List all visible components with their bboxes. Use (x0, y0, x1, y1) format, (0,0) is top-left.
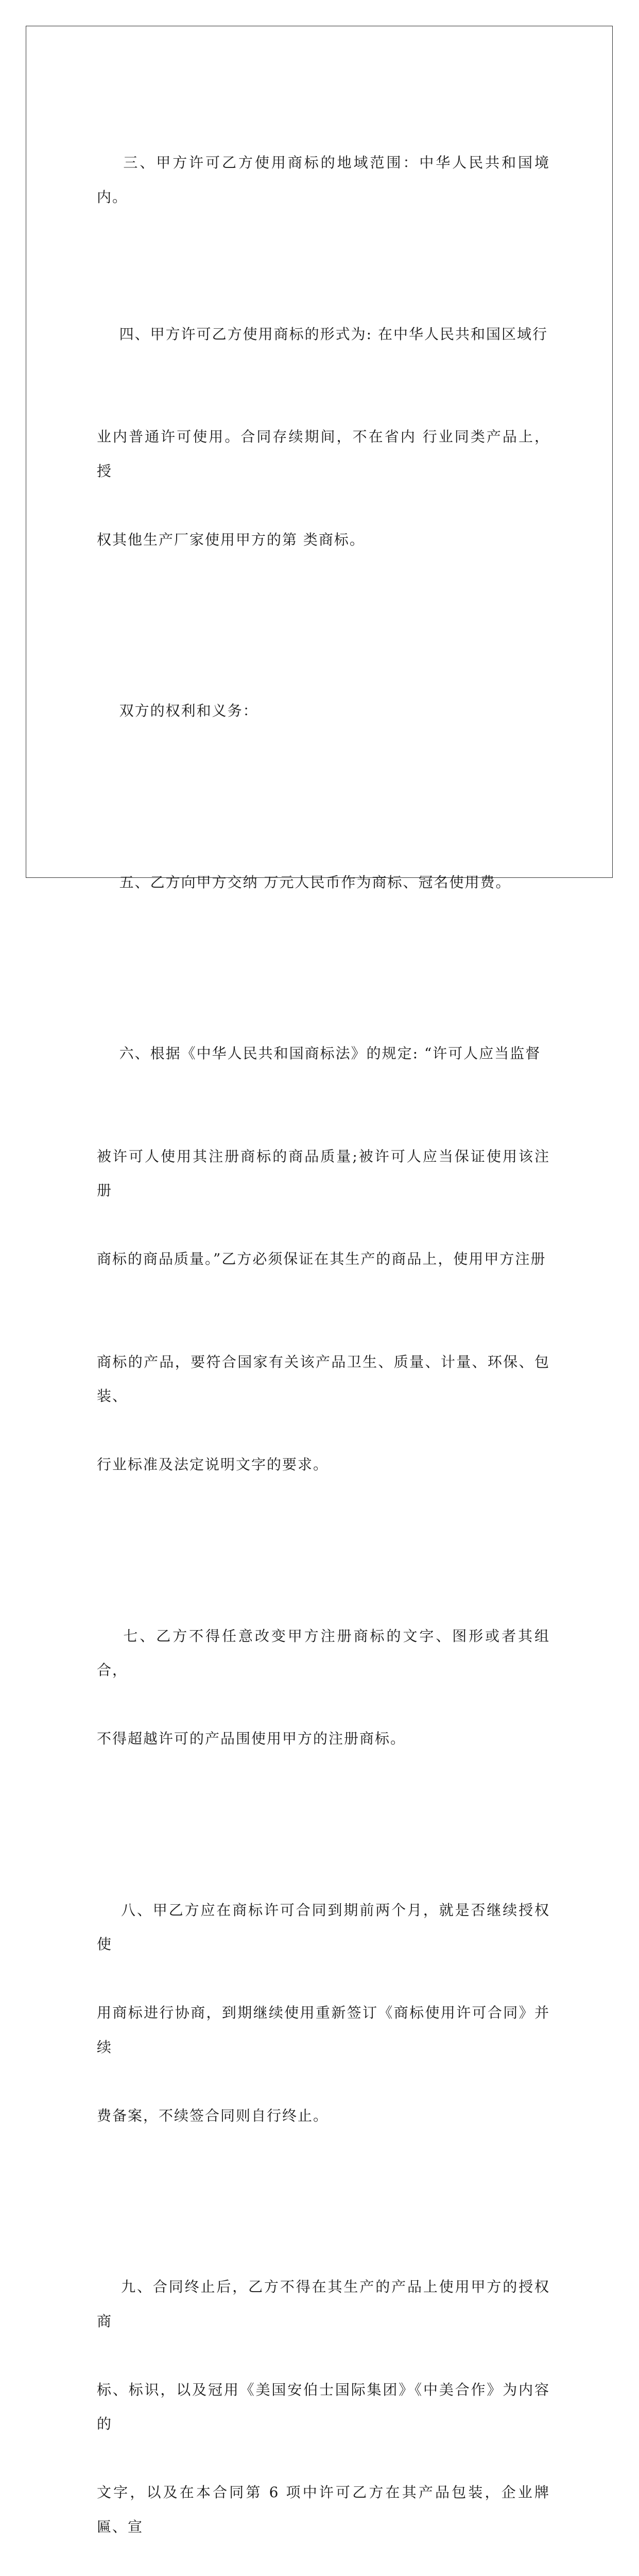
text-line: 文字，以及在本合同第 6 项中许可乙方在其产品包装，企业牌匾、宣 (97, 2484, 550, 2535)
clause-4 (97, 249, 550, 626)
text-line: 业内普通许可使用。合同存续期间，不在省内 行业同类产品上，授 (97, 428, 550, 480)
text-line: 行业标准及法定说明文字的要求。 (97, 1456, 329, 1473)
text-line: 五、乙方向甲方交纳 万元人民币作为商标、冠名使用费。 (97, 873, 511, 891)
clause-7 (97, 1551, 550, 1825)
clause-3 (97, 77, 550, 249)
text-line: 六、根据《中华人民共和国商标法》的规定: “许可人应当监督 (97, 1045, 541, 1062)
document-body (97, 77, 550, 2576)
text-line: 费备案，不续签合同则自行终止。 (97, 2107, 329, 2124)
text-line: 七、乙方不得任意改变甲方注册商标的文字、图形或者其组合， (97, 1627, 550, 1679)
clause-8 (97, 1825, 550, 2202)
text-line: 不得超越许可的产品围使用甲方的注册商标。 (97, 1730, 406, 1747)
text-line: 八、甲乙方应在商标许可合同到期前两个月，就是否继续授权使 (97, 1901, 550, 1953)
text-line: 用商标进行协商，到期继续使用重新签订《商标使用许可合同》并续 (97, 2004, 550, 2056)
text-line: 九、合同终止后，乙方不得在其生产的产品上使用甲方的授权商 (97, 2278, 550, 2330)
clause-6 (97, 968, 550, 1551)
clause-5 (97, 797, 550, 969)
text-line: 标、标识，以及冠用《美国安伯士国际集团》《中美合作》为内容的 (97, 2381, 550, 2432)
text-line: 双方的权利和义务： (97, 702, 258, 719)
text-line: 商标的商品质量。”乙方必须保证在其生产的商品上，使用甲方注册 (97, 1250, 546, 1267)
text-line: 权其他生产厂家使用甲方的第 类商标。 (97, 531, 365, 548)
text-line: 被许可人使用其注册商标的商品质量;被许可人应当保证使用该注册 (97, 1147, 550, 1199)
text-line: 商标的产品，要符合国家有关该产品卫生、质量、计量、环保、包装、 (97, 1353, 550, 1404)
clause-9 (97, 2201, 550, 2576)
section-heading-rights (97, 625, 550, 797)
text-line: 四、甲方许可乙方使用商标的形式为: 在中华人民共和国区域行 (97, 325, 548, 343)
text-line: 三、甲方许可乙方使用商标的地域范围：中华人民共和国境内。 (97, 154, 550, 206)
